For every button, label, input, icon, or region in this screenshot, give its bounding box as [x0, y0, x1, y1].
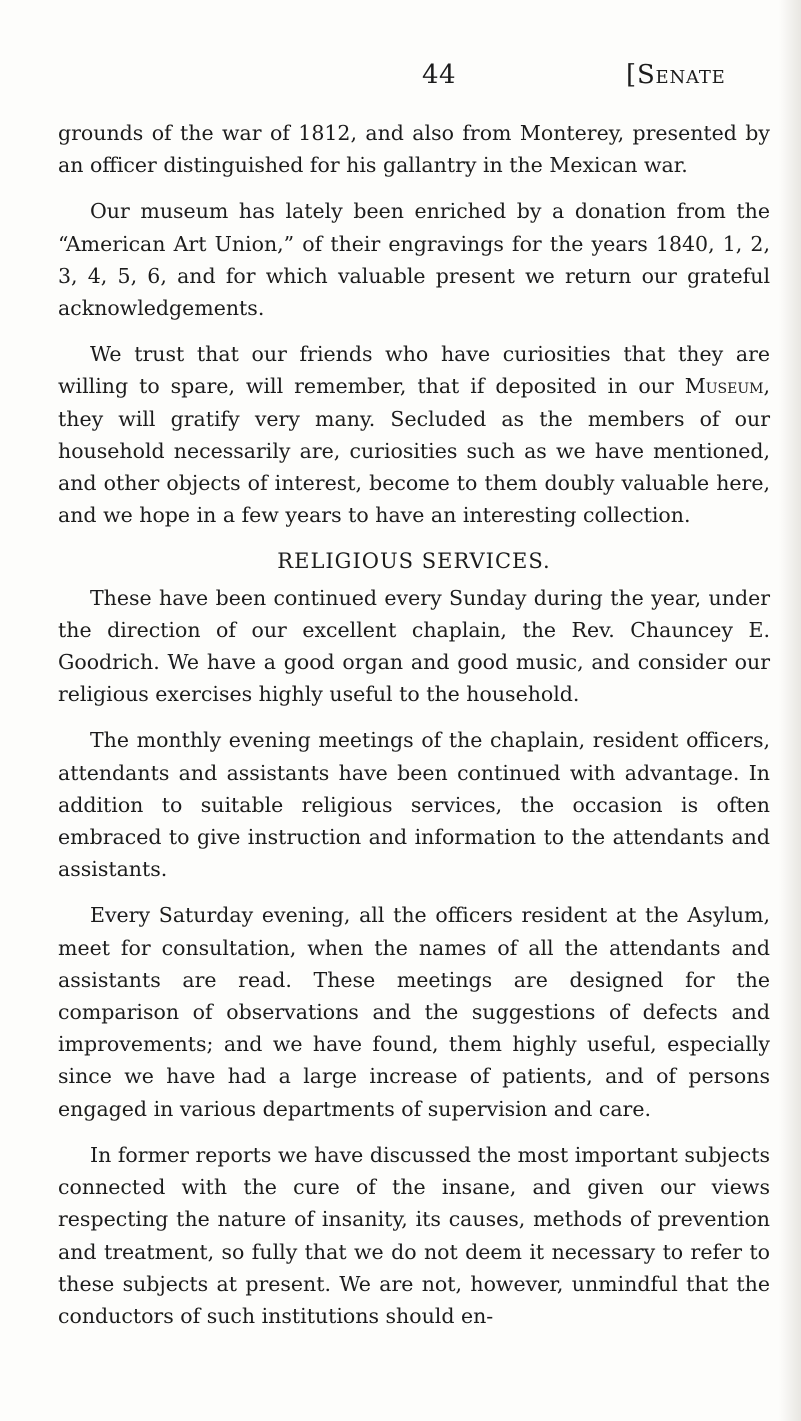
body-text	[58, 117, 770, 1332]
paragraph-monthly-meetings: The monthly evening meetings of the chaplain, resident officers, attendants and assistants have been continued with advantage. In addition to suitable religious services, the occasion is often embraced to give instruction and information to the attendants and assistants.	[58, 728, 770, 882]
paragraph-curiosities-part2: , they will gratify very many. Secluded as the members of our household necessarily are, curiosities such as we have mentioned, and other objects of interest, become to them doubly valuable here, and we hope in a few years to have an interesting collection.	[58, 374, 770, 528]
paragraph-curiosities	[58, 338, 770, 531]
page-edge-shadow	[779, 0, 801, 1421]
section-title-religious-services: RELIGIOUS SERVICES.	[277, 549, 551, 574]
running-head	[58, 60, 773, 100]
museum-word: Museum	[684, 374, 764, 399]
paragraph-former-reports: In former reports we have discussed the most important subjects connected with the cure of the insane, and given our views respecting the nature of insanity, its causes, methods of prevention and treatment, so fully that we do not deem it necessary to refer to these subjects at present. We are not, however, unmindful that the conductors of such institutions should en-	[58, 1142, 770, 1328]
paragraph-curiosities-part1: We trust that our friends who have curiosities that they are willing to spare, will remember, that if deposited in our	[58, 342, 770, 399]
paragraph-sunday-services: These have been continued every Sunday during the year, under the direction of our excellent chaplain, the Rev. Chauncey E. Goodrich. We have a good organ and good music, and consider our religious exercises highly useful to the household.	[58, 585, 770, 707]
paragraph-saturday-meetings: Every Saturday evening, all the officers resident at the Asylum, meet for consultation, when the names of all the attendants and assistants are read. These meetings are designed for the comparison of observations and the suggestions of defects and improvements; and we have found, them highly useful, especially since we have had a large increase of patients, and of persons engaged in various departments of supervision and care.	[58, 903, 770, 1121]
paragraph-continuation: grounds of the war of 1812, and also from Monterey, presented by an officer distinguished for his gallantry in the Mexican war.	[58, 121, 770, 178]
paragraph-museum-donation: Our museum has lately been enriched by a donation from the “American Art Union,” of their engravings for the years 1840, 1, 2, 3, 4, 5, 6, and for which valuable present we return our grateful acknowledgements.	[58, 199, 770, 321]
page-number: 44	[422, 60, 457, 90]
section-heading: [Senate	[626, 60, 726, 90]
